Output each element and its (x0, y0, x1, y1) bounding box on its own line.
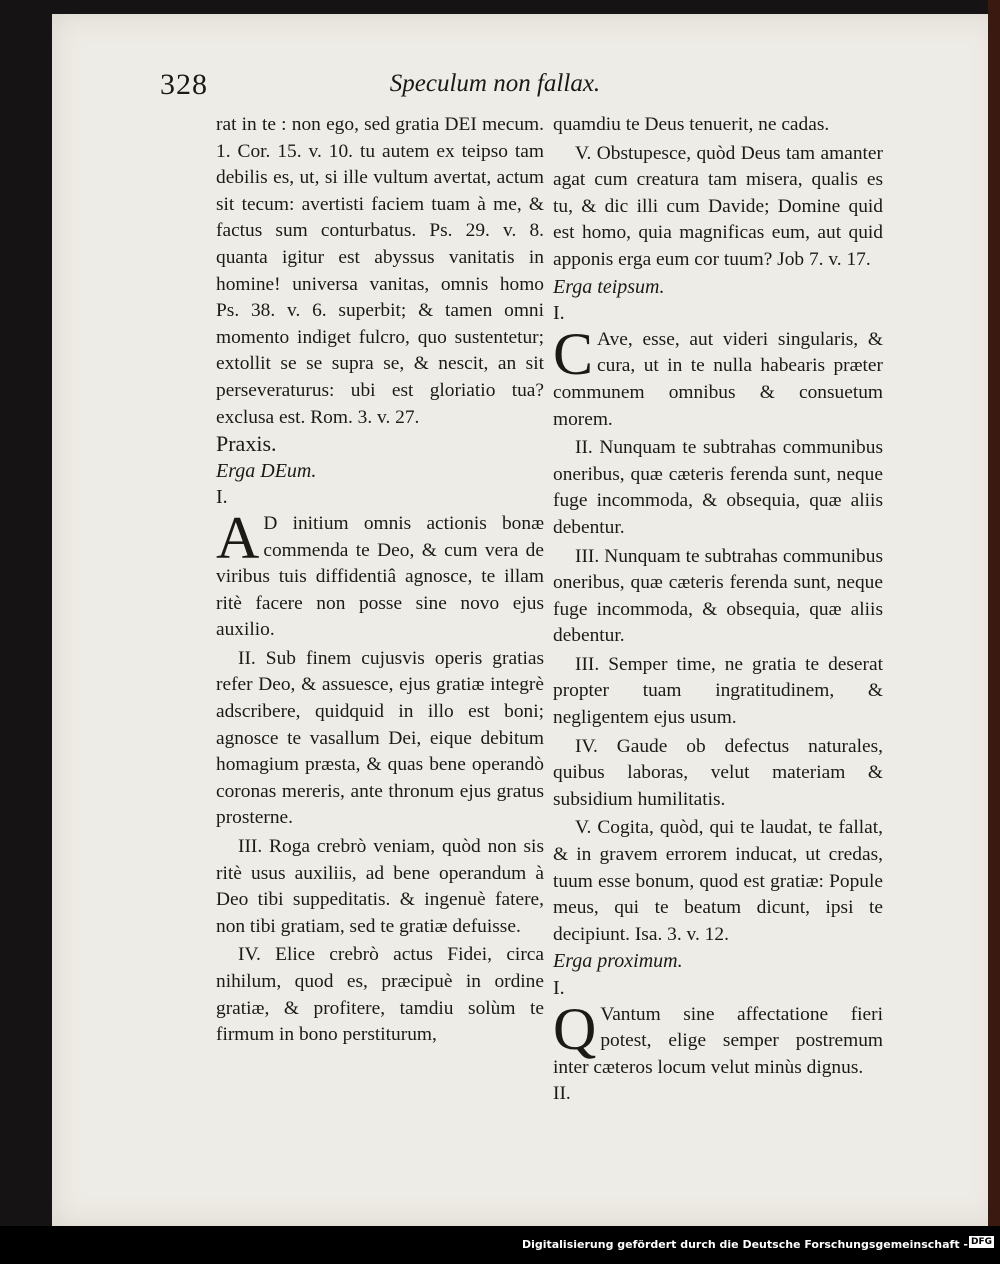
page-number: 328 (160, 68, 208, 101)
praxis-heading: Praxis. (216, 431, 277, 457)
left-column (216, 112, 544, 1049)
page-header (160, 68, 920, 108)
paragraph: II. Sub finem cujusvis operis gratias refer Deo, & assuesce, ejus gratiæ integrè adscribere, quidquid in illo est boni; agnosce te vasallum Dei, eique debitum homagium præsta, & quas bene operandò coronas mereris, ante thronum ejus gratus prosterne. (216, 647, 544, 829)
dfg-logo: DFG (970, 1237, 992, 1247)
paragraph: IV. Gaude ob defectus naturales, quibus laboras, velut materiam & subsidium humilitatis. (553, 735, 883, 810)
running-head: Speculum non fallax. (389, 70, 601, 97)
erga-proximum-heading: Erga proximum. (553, 950, 683, 973)
paragraph: V. Cogita, quòd, qui te laudat, te fallat, & in gravem errorem inducat, ut credas, tuum esse bonum, quod est gratiæ: Popule meus, qui te beatum dicunt, ipsi te decipiunt. Isa. 3. v. 12. (553, 817, 883, 945)
digitization-credit: Digitalisierung gefördert durch die Deutsche Forschungsgemeinschaft - (521, 1238, 968, 1251)
drop-cap: C (553, 320, 594, 387)
paragraph (553, 320, 883, 433)
catchword: II. (553, 1083, 571, 1105)
drop-cap: Q (553, 995, 597, 1062)
paragraph (553, 995, 883, 1082)
left-opening-text: rat in te : non ego, sed gratia DEI mecum. 1. Cor. 15. v. 10. tu autem ex teipso tam debilis es, ut, si ille vultum avertat, actum sit tecum: avertisti faciem tuam à me, & factus sum conturbatus. Ps. 29. v. 8. quanta igitur est abyssus vanitatis in homine! universa vanitas, omnis homo Ps. 38. v. 6. superbit; & tamen omni momento indiget fulcro, quo sustentetur; extollit se se supra se, & nescit, an sit perseveraturus: ubi est gloriatio tua? exclusa est. Rom. 3. v. 27. (216, 114, 544, 428)
paragraph: III. Roga crebrò veniam, quòd non sis ritè usus auxiliis, ad bene operandum à Deo tibi suppeditatis. & ingenuè fatere, non tibi gratiam, sed te gratiæ defuisse. (216, 836, 544, 937)
section-number: I. (216, 486, 228, 509)
paragraph: II. Nunquam te subtrahas communibus oneribus, quæ cæteris ferenda sunt, neque fuge incommoda, & obsequia, quæ aliis debentur. (553, 437, 883, 538)
paragraph-text: D initium omnis actionis bonæ commenda te Deo, & cum vera de viribus tuis diffidentiâ agnosce, te illam ritè facere non posse sine novo ejus auxilio. (216, 512, 544, 641)
erga-deum-heading: Erga DEum. (216, 459, 317, 482)
paragraph: IV. Elice crebrò actus Fidei, circa nihilum, quod es, præcipuè in ordine gratiæ, & profitere, tamdiu solùm te firmum in bono perstiturum, (216, 944, 544, 1046)
right-column (553, 112, 883, 1108)
paragraph: III. Semper time, ne gratia te deserat propter tuam ingratitudinem, & negligentem ejus usum. (553, 653, 883, 729)
paragraph: III. Nunquam te subtrahas communibus oneribus, quæ cæteris ferenda sunt, neque fuge incommoda, & obsequia, quæ aliis debentur. (553, 545, 883, 647)
continued-text: quamdiu te Deus tenuerit, ne cadas. (553, 114, 830, 135)
section-number: I. (553, 977, 565, 999)
paragraph-text: Ave, esse, aut videri singularis, & cura, ut in te nulla habearis præter communem omnibus & consuetum morem. (553, 328, 883, 430)
erga-teipsum-heading: Erga teipsum. (553, 275, 665, 298)
footer-bar (0, 1226, 1000, 1264)
paragraph: V. Obstupesce, quòd Deus tam amanter agat cum creatura tam misera, qualis es tu, & dic illi cum Davide; Domine quid est homo, quia magnificas eum, aut quid apponis erga eum cor tuum? Job 7. v. 17. (553, 142, 883, 270)
paragraph-text: Vantum sine affectatione fieri potest, elige semper postremum inter cæteros locum velut minùs dignus. (553, 1003, 883, 1078)
section-number: I. (553, 302, 565, 325)
paragraph (216, 504, 544, 644)
book-edge (988, 0, 1000, 1264)
drop-cap: A (216, 504, 260, 571)
